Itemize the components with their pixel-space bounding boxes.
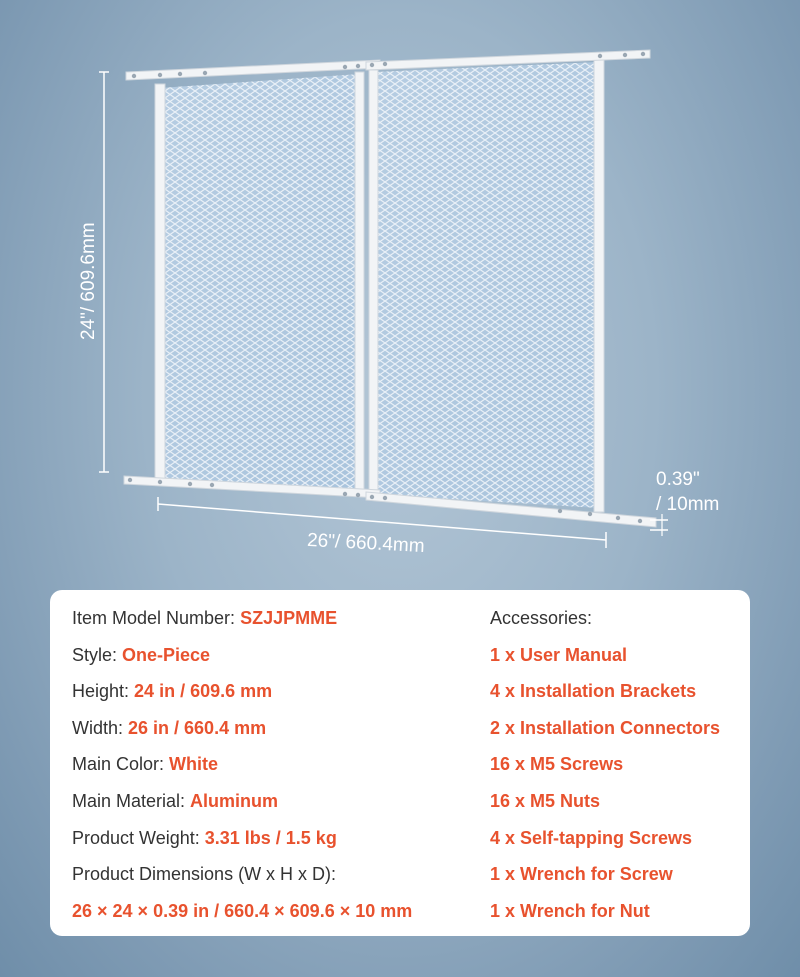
spec-value: SZJJPMME: [240, 608, 338, 628]
spec-card: [50, 590, 750, 936]
spec-value: White: [169, 754, 219, 775]
height-dimension-line: [99, 72, 109, 472]
spec-value: One-Piece: [122, 644, 211, 665]
accessory-item: 4 x Installation Brackets: [490, 681, 697, 702]
height-dimension-label: 24"/ 609.6mm: [78, 222, 99, 340]
spec-label: Main Material:: [72, 790, 191, 811]
spec-label: Product Dimensions (W x H x D):: [72, 864, 337, 885]
spec-row-material: [72, 787, 472, 824]
width-dimension-label: 26"/ 660.4mm: [306, 529, 426, 558]
accessories-list: [490, 604, 750, 933]
accessory-item: 16 x M5 Screws: [490, 754, 624, 775]
accessory-item: 2 x Installation Connectors: [490, 717, 721, 738]
spec-label: Main Color:: [72, 754, 170, 775]
spec-value: 24 in / 609.6 mm: [134, 681, 273, 702]
spec-value: Aluminum: [190, 790, 279, 811]
accessory-item: 1 x User Manual: [490, 644, 628, 665]
spec-row-height: [72, 677, 472, 714]
spec-label: Product Weight:: [72, 827, 205, 848]
accessory-item: 16 x M5 Nuts: [490, 790, 601, 811]
accessories-heading: Accessories:: [490, 608, 593, 628]
accessory-item: 1 x Wrench for Screw: [490, 864, 673, 885]
accessory-item: 1 x Wrench for Nut: [490, 900, 650, 921]
depth-dimension-label: 0.39": [656, 469, 700, 490]
depth-dimension-label-metric: / 10mm: [656, 494, 720, 515]
spec-value: 26 × 24 × 0.39 in / 660.4 × 609.6 × 10 mm: [72, 900, 413, 921]
spec-row-width: [72, 714, 472, 751]
mesh-panel-right: [374, 62, 598, 508]
spec-row-style: [72, 641, 472, 678]
specs-list: [72, 604, 472, 933]
spec-row-weight: [72, 824, 472, 861]
spec-label: Width:: [72, 717, 129, 738]
spec-value: 26 in / 660.4 mm: [128, 717, 267, 738]
spec-label: Height:: [72, 681, 135, 702]
spec-row-color: [72, 750, 472, 787]
spec-row-dimensions-label: [72, 860, 472, 897]
accessory-item: 4 x Self-tapping Screws: [490, 827, 693, 848]
mesh-panel-left: [160, 74, 360, 492]
spec-label: Style:: [72, 644, 123, 665]
spec-row-model: [72, 604, 472, 641]
spec-label: Item Model Number:: [72, 608, 241, 628]
spec-row-dimensions-value: [72, 897, 472, 934]
spec-value: 3.31 lbs / 1.5 kg: [204, 827, 337, 848]
